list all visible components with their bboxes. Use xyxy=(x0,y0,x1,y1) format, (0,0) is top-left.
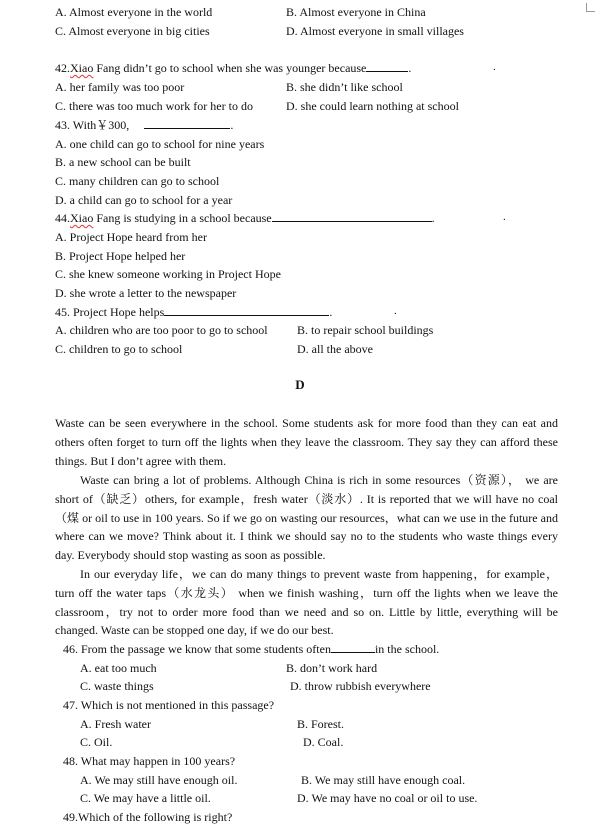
q44-stem-text: Fang is studying in a school because xyxy=(93,211,272,225)
q44-answer-blank xyxy=(272,210,432,222)
section-title: D xyxy=(295,377,305,392)
q45-option-b: B. to repair school buildings xyxy=(297,323,434,337)
q48-option-a: A. We may still have enough oil. xyxy=(80,773,238,787)
stray-dot: . xyxy=(394,305,397,317)
q42-option-c: C. there was too much work for her to do xyxy=(55,99,253,113)
q41-option-c: C. Almost everyone in big cities xyxy=(55,24,210,38)
q43-option-d: D. a child can go to school for a year xyxy=(55,193,233,207)
q42-name: Xiao xyxy=(70,61,94,75)
q42-answer-blank xyxy=(366,60,408,72)
passage-paragraph-3 xyxy=(55,565,558,640)
q43-option-c: C. many children can go to school xyxy=(55,174,220,188)
q43-stem xyxy=(55,117,233,133)
passage-paragraph-2 xyxy=(55,471,558,565)
q42-option-a: A. her family was too poor xyxy=(55,80,185,94)
q43-answer-blank xyxy=(144,117,230,129)
q45-option-a: A. children who are too poor to go to school xyxy=(55,323,268,337)
q45-stem-text: 45. Project Hope helps xyxy=(55,305,165,319)
passage-paragraph-1: Waste can be seen everywhere in the school. Some students ask for more food than they can eat and others often forget to turn off the lights when they leave the classroom. They say they can afford these things. But I don’t agree with them. xyxy=(55,416,558,468)
q47-option-d: D. Coal. xyxy=(303,735,344,749)
q43-option-b: B. a new school can be built xyxy=(55,155,191,169)
q42-option-d: D. she could learn nothing at school xyxy=(286,99,459,113)
stray-dot: . xyxy=(503,211,506,223)
q45-option-c: C. children to go to school xyxy=(55,342,183,356)
q42-stem xyxy=(55,60,411,76)
q47-stem: 47. Which is not mentioned in this passage? xyxy=(63,698,275,712)
q49-stem: 49.Which of the following is right? xyxy=(63,810,233,824)
q44-stem xyxy=(55,210,435,226)
q48-option-c: C. We may have a little oil. xyxy=(80,791,211,805)
q44-option-d: D. she wrote a letter to the newspaper xyxy=(55,286,237,300)
q46-option-b: B. don’t work hard xyxy=(286,661,378,675)
q44-number: 44. xyxy=(55,211,70,225)
q44-stem-end: . xyxy=(431,211,435,225)
passage-paragraph-3-text: In our everyday life，we can do many things to prevent waste from happening，for example，turn off the water taps（水龙头） when we finish washing，turn off the lights when we leave the classroom，try not to order more food than we need and so on. Little by little, everything will be changed. Waste can be stopped one day, if we do our best. xyxy=(55,567,558,638)
page-corner-mark xyxy=(586,3,595,12)
q43-stem-text: 43. With￥300, xyxy=(55,118,130,132)
q45-answer-blank xyxy=(164,304,329,316)
q48-stem: 48. What may happen in 100 years? xyxy=(63,754,236,768)
q46-option-c: C. waste things xyxy=(80,679,154,693)
q41-option-b: B. Almost everyone in China xyxy=(286,5,426,19)
q41-option-d: D. Almost everyone in small villages xyxy=(286,24,464,38)
q46-option-a: A. eat too much xyxy=(80,661,157,675)
q42-stem-text: Fang didn’t go to school when she was younger because xyxy=(93,61,367,75)
stray-dot: . xyxy=(493,61,496,73)
q44-option-b: B. Project Hope helped her xyxy=(55,249,186,263)
q46-stem-text-end: in the school. xyxy=(374,642,440,656)
q46-stem xyxy=(63,641,439,657)
q48-option-d: D. We may have no coal or oil to use. xyxy=(297,791,478,805)
q48-option-b: B. We may still have enough coal. xyxy=(301,773,466,787)
q44-name: Xiao xyxy=(70,211,94,225)
q44-option-a: A. Project Hope heard from her xyxy=(55,230,207,244)
q43-option-a: A. one child can go to school for nine years xyxy=(55,137,265,151)
q45-stem xyxy=(55,304,332,320)
q42-stem-end: . xyxy=(408,61,412,75)
q47-option-b: B. Forest. xyxy=(297,717,345,731)
q42-option-b: B. she didn’t like school xyxy=(286,80,403,94)
q42-number: 42. xyxy=(55,61,70,75)
q47-option-c: C. Oil. xyxy=(80,735,113,749)
q41-option-a: A. Almost everyone in the world xyxy=(55,5,213,19)
q46-answer-blank xyxy=(331,641,375,653)
q45-option-d: D. all the above xyxy=(297,342,373,356)
q44-option-c: C. she knew someone working in Project Hope xyxy=(55,267,281,281)
q46-stem-text: 46. From the passage we know that some students often xyxy=(63,642,331,656)
q46-option-d: D. throw rubbish everywhere xyxy=(290,679,431,693)
passage-paragraph-2-text: Waste can bring a lot of problems. Although China is rich in some resources（资源）， we are short of（缺乏）others, for example，fresh water（淡水）. It is reported that we will have no coal（煤 or oil to use in 100 years. So if we go on wasting our resources，what can we use in the future and where can we move? Think about it. I think we should say no to the students who waste things every day. Everybody should stop wasting as soon as possible. xyxy=(55,473,558,563)
q45-stem-end: . xyxy=(329,305,333,319)
q43-stem-end: . xyxy=(230,118,234,132)
q47-option-a: A. Fresh water xyxy=(80,717,151,731)
